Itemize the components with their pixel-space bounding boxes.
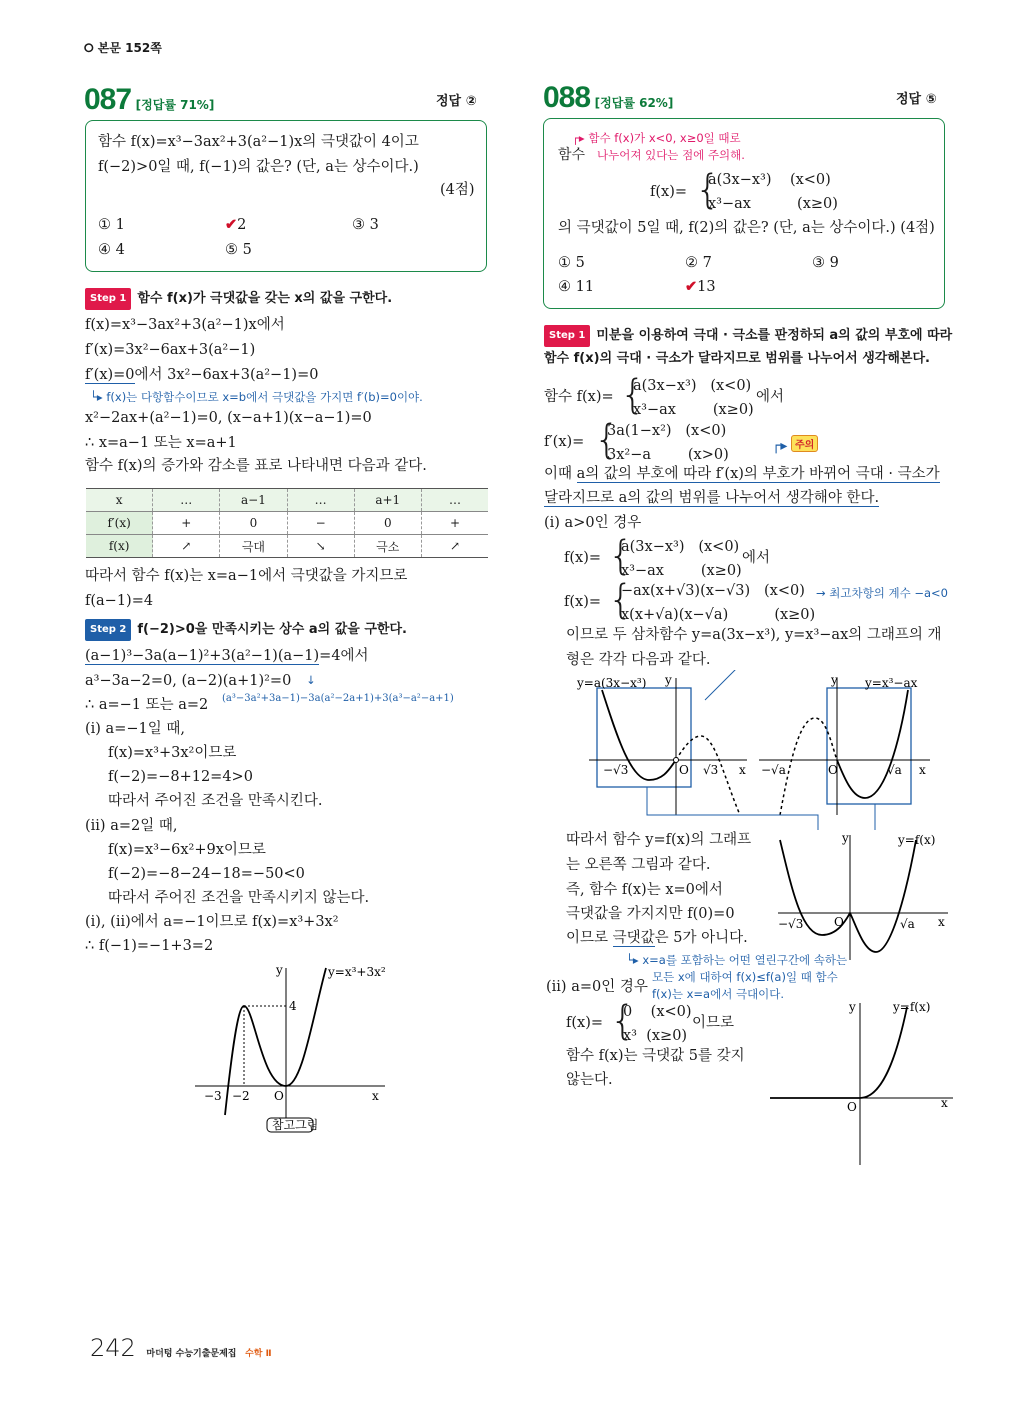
case-heading: (ii) a=0인 경우 xyxy=(546,979,648,995)
table-cell: … xyxy=(421,489,488,512)
note-text: f(x)는 다항함수이므로 x=b에서 극댓값을 가지면 f′(b)=0이야. xyxy=(106,390,423,404)
piecewise-lhs: 함수 f(x)= xyxy=(544,389,614,405)
tick-label: −3 xyxy=(204,1089,222,1103)
choice-text: 2 xyxy=(237,217,247,233)
piecewise-case: a(3x−x³) (x<0) xyxy=(633,378,752,394)
definition-note: 모든 x에 대하여 f(x)≤f(a)일 때 함수 xyxy=(652,970,838,984)
book-title: 마더텅 수능기출문제집 xyxy=(146,1349,237,1359)
question-line: 함수 f(x)=x³−3ax²+3(a²−1)x의 극댓값이 4이고 xyxy=(98,134,419,150)
choice-5-checked[interactable] xyxy=(685,277,716,297)
expansion-note: (a³−3a²+3a−1)−3a(a²−2a+1)+3(a³−a²−a+1) xyxy=(222,693,454,704)
table-row xyxy=(86,512,488,535)
solution-line: 따라서 함수 f(x)는 x=a−1에서 극댓값을 가지므로 xyxy=(85,568,408,584)
brace: { xyxy=(695,167,721,213)
highlight-box xyxy=(827,688,911,804)
origin-label: O xyxy=(828,763,838,777)
piecewise-case: x³−ax (x≥0) xyxy=(708,196,838,212)
solution-line xyxy=(544,488,879,508)
solution-line: x²−2ax+(a²−1)=0, (x−a+1)(x−a−1)=0 xyxy=(85,410,372,426)
x-label: x xyxy=(739,763,746,777)
step1-heading xyxy=(85,288,392,310)
suffix: 에서 xyxy=(742,550,771,566)
annotation-note xyxy=(90,387,423,407)
problem-087-header xyxy=(84,82,214,123)
table-cell: − xyxy=(287,512,354,535)
choice-2[interactable]: ② 7 xyxy=(685,255,712,271)
origin-label: O xyxy=(679,763,689,777)
underlined-term: 극댓값 xyxy=(612,930,655,946)
pointer-line xyxy=(705,670,745,700)
piecewise-lhs: f(x)= xyxy=(564,594,602,610)
piecewise-lhs: f′(x)= xyxy=(544,434,585,450)
table-cell: f(x) xyxy=(86,535,153,558)
question-line: 함수 xyxy=(558,147,586,163)
solution-line: 이므로 두 삼차함수 y=a(3x−x³), y=x³−ax의 그래프의 개 xyxy=(566,627,942,643)
origin-label: O xyxy=(834,915,844,929)
solution-line: f(x)=x³−3ax²+3(a²−1)x에서 xyxy=(85,317,285,333)
brace: { xyxy=(610,998,636,1044)
solution-line: 즉, 함수 f(x)는 x=0에서 xyxy=(566,882,723,898)
table-cell: + xyxy=(153,512,220,535)
solution-line: ∴ f(−1)=−1+3=2 xyxy=(85,938,214,954)
arrow-icon: └▸ xyxy=(90,390,107,404)
footer xyxy=(90,1334,272,1368)
curve-label: y=f(x) xyxy=(898,833,936,847)
solution-line xyxy=(85,646,369,666)
x-label: x xyxy=(941,1096,948,1110)
origin-label: O xyxy=(274,1089,284,1103)
table-cell: ↗ xyxy=(421,535,488,558)
choice-3[interactable]: ③ 9 xyxy=(812,255,839,271)
accuracy-rate: [정답률 62%] xyxy=(594,96,674,110)
choice-1[interactable]: ① 5 xyxy=(558,255,585,271)
curve-solid xyxy=(837,690,908,798)
note-text: 함수 f(x)가 x<0, x≥0일 때로 xyxy=(588,131,741,145)
piecewise-case: −ax(x+√3)(x−√3) (x<0) xyxy=(621,583,805,599)
solution-line: (i) a=−1일 때, xyxy=(85,721,185,737)
solution-line: 극댓값을 가지지만 f(0)=0 xyxy=(566,906,735,922)
tick-label: −√a xyxy=(761,763,786,777)
page-reference xyxy=(84,38,162,58)
y-label: y xyxy=(665,673,672,687)
piecewise-case: x(x+√a)(x−√a) (x≥0) xyxy=(621,607,816,623)
underlined-term: 달라지므로 a의 값의 범위를 나누어서 생각해야 한다. xyxy=(544,490,880,506)
case-heading: (i) a>0인 경우 xyxy=(544,515,642,531)
origin-label: O xyxy=(847,1100,857,1114)
curve xyxy=(780,840,916,952)
solution-line: f(x)=x³−6x²+9x이므로 xyxy=(108,842,266,858)
piecewise-case: 0 (x<0) xyxy=(623,1004,692,1020)
curve-label: y=x³+3x² xyxy=(328,965,386,979)
choice-2-checked[interactable] xyxy=(225,215,246,235)
piecewise-case: x³−ax (x≥0) xyxy=(621,563,742,579)
curve xyxy=(770,1007,907,1098)
checkmark-icon: ✔ xyxy=(225,216,238,233)
table-cell: 극대 xyxy=(220,535,287,558)
piecewise-case: a(3x−x³) (x<0) xyxy=(621,539,740,555)
solution-line: (ii) a=2일 때, xyxy=(85,818,178,834)
solution-line: (i), (ii)에서 a=−1이므로 f(x)=x³+3x² xyxy=(85,914,339,930)
question-line: 의 극댓값이 5일 때, f(2)의 값은? (단, a는 상수이다.) (4점) xyxy=(558,220,935,236)
solution-line xyxy=(566,928,748,948)
curve-label: y=f(x) xyxy=(893,1000,931,1014)
piecewise-case: x³−ax (x≥0) xyxy=(633,402,754,418)
table-row xyxy=(86,489,488,512)
arrow-icon: ┌▸ xyxy=(572,131,589,145)
table-cell: 0 xyxy=(220,512,287,535)
piecewise-lhs: f(x)= xyxy=(564,550,602,566)
solution-line: ∴ a=−1 또는 a=2 xyxy=(85,697,209,713)
answer-label: 정답 ② xyxy=(436,94,477,109)
answer-label: 정답 ⑤ xyxy=(896,92,937,107)
solution-text: 이때 xyxy=(544,466,577,482)
choice-5[interactable]: ⑤ 5 xyxy=(225,242,252,258)
underlined-term: a의 값의 부호에 따라 f′(x)의 부호가 바뀌어 극대 · 극소가 xyxy=(576,466,940,482)
table-cell: ↗ xyxy=(153,535,220,558)
page-number: 242 xyxy=(90,1334,136,1362)
piecewise-case: a(3x−x³) (x<0) xyxy=(708,172,831,188)
step-title: 함수 f(x)가 극댓값을 갖는 x의 값을 구한다. xyxy=(137,291,393,306)
choice-text: 13 xyxy=(697,279,716,295)
tick-label: −√3 xyxy=(603,763,629,777)
increase-decrease-table xyxy=(86,488,488,558)
solution-line xyxy=(544,464,940,484)
circle-bullet-icon: ⭘ xyxy=(84,41,98,55)
suffix: 에서 xyxy=(756,389,785,405)
problem-number: 088 xyxy=(543,81,591,114)
caption: 참고그림 xyxy=(272,1118,319,1132)
brace: { xyxy=(594,417,620,463)
tick-label: √3 xyxy=(703,763,719,777)
cubic-sketches xyxy=(575,670,955,830)
subject: 수학 Ⅱ xyxy=(245,1349,272,1359)
caution-badge: 주의 xyxy=(791,435,818,452)
step1-heading-cont: 함수 f(x)의 극대 · 극소가 달라지므로 범위를 나누어서 생각해본다. xyxy=(544,351,930,366)
solution-line: 함수 f(x)는 극댓값 5를 갖지 xyxy=(566,1048,745,1064)
table-cell: f′(x) xyxy=(86,512,153,535)
question-line: f(−2)>0일 때, f(−1)의 값은? (단, a는 상수이다.) xyxy=(98,159,419,175)
step-title: f(−2)>0을 만족시키는 상수 a의 값을 구한다. xyxy=(137,622,407,637)
tick-label: −2 xyxy=(232,1089,250,1103)
y-label: y xyxy=(849,1000,856,1014)
piecewise-case: 3a(1−x²) (x<0) xyxy=(607,423,727,439)
y-label: y xyxy=(842,831,849,845)
solution-line: a³−3a−2=0, (a−2)(a+1)²=0 xyxy=(85,673,292,689)
reference-graph xyxy=(190,960,400,1140)
brace: { xyxy=(608,577,634,623)
page-reference-text: 본문 152쪽 xyxy=(97,41,162,55)
graph-case2 xyxy=(765,995,965,1170)
open-point xyxy=(674,758,679,763)
arrow-icon: └▸ xyxy=(626,953,643,967)
brace: { xyxy=(608,533,634,579)
table-row xyxy=(86,535,488,558)
solution-text: =4에서 xyxy=(319,648,369,664)
solution-line: 는 오른쪽 그림과 같다. xyxy=(566,857,711,873)
step-title: 미분을 이용하여 극대 · 극소를 판정하되 a의 값의 부호에 따라 xyxy=(596,328,953,343)
step1-heading xyxy=(544,325,952,347)
solution-line: 따라서 주어진 조건을 만족시키지 않는다. xyxy=(108,890,370,906)
solution-line: f(x)=x³+3x²이므로 xyxy=(108,745,237,761)
choice-3[interactable]: ③ 3 xyxy=(352,217,379,233)
connector-line xyxy=(647,787,818,830)
table-cell: x xyxy=(86,489,153,512)
tick-label: √a xyxy=(887,763,902,777)
suffix: 이므로 xyxy=(692,1015,735,1031)
curve-label: y=a(3x−x³) xyxy=(577,676,647,690)
note-text: x=a를 포함하는 어떤 열린구간에 속하는 xyxy=(642,953,848,967)
solution-line xyxy=(85,365,318,385)
table-cell: ↘ xyxy=(287,535,354,558)
caution-note: 나누어져 있다는 점에 주의해. xyxy=(597,148,745,162)
solution-line: ∴ x=a−1 또는 x=a+1 xyxy=(85,435,237,451)
x-label: x xyxy=(372,1089,379,1103)
tick-label: −√3 xyxy=(778,917,804,931)
problem-088-header xyxy=(543,80,673,121)
graph-case1 xyxy=(770,830,960,960)
down-arrow-icon: ↓ xyxy=(306,673,316,687)
arrow-icon: ┌▸ xyxy=(772,438,788,454)
table-cell: a+1 xyxy=(354,489,421,512)
solution-line: 않는다. xyxy=(566,1072,613,1088)
table-cell: … xyxy=(153,489,220,512)
piecewise-lhs: f(x)= xyxy=(650,184,688,200)
solution-line: f(a−1)=4 xyxy=(85,593,154,609)
y-label: y xyxy=(276,963,283,977)
table-cell: 극소 xyxy=(354,535,421,558)
piecewise-case: 3x²−a (x>0) xyxy=(607,447,729,463)
choice-4[interactable]: ④ 4 xyxy=(98,242,125,258)
step-badge: Step 1 xyxy=(544,325,590,347)
solution-line: f′(x)=3x²−6ax+3(a²−1) xyxy=(85,342,256,358)
brace: { xyxy=(620,372,646,418)
step-badge: Step 1 xyxy=(85,288,131,310)
choice-1[interactable]: ① 1 xyxy=(98,217,125,233)
y-label: y xyxy=(831,673,838,687)
definition-note: f(x)는 x=a에서 극대이다. xyxy=(652,987,785,1001)
solution-line: f(−2)=−8+12=4>0 xyxy=(108,769,253,785)
solution-line: 함수 f(x)의 증가와 감소를 표로 나타내면 다음과 같다. xyxy=(85,458,427,474)
solution-text: 은 5가 아니다. xyxy=(654,930,748,946)
curve-label: y=x³−ax xyxy=(865,676,918,690)
step-badge: Step 2 xyxy=(85,619,131,641)
choice-4[interactable]: ④ 11 xyxy=(558,279,595,295)
problem-number: 087 xyxy=(84,83,132,116)
solution-line: 따라서 함수 y=f(x)의 그래프 xyxy=(566,832,752,848)
table-cell: a−1 xyxy=(220,489,287,512)
solution-text: 에서 3x²−6ax+3(a²−1)=0 xyxy=(134,367,319,383)
solution-text: 이므로 xyxy=(566,930,613,946)
solution-line: 따라서 주어진 조건을 만족시킨다. xyxy=(108,793,323,809)
leading-coefficient-note: → 최고차항의 계수 −a<0 xyxy=(816,586,948,600)
piecewise-lhs: f(x)= xyxy=(566,1015,604,1031)
solution-line: f(−2)=−8−24−18=−50<0 xyxy=(108,866,305,882)
solution-line: 형은 각각 다음과 같다. xyxy=(566,652,711,668)
points: (4점) xyxy=(440,182,475,198)
underlined-term: f′(x)=0 xyxy=(85,367,135,383)
x-label: x xyxy=(938,915,945,929)
table-cell: … xyxy=(287,489,354,512)
table-cell: + xyxy=(421,512,488,535)
x-label: x xyxy=(919,763,926,777)
piecewise-case: x³ (x≥0) xyxy=(623,1028,688,1044)
table-cell: 0 xyxy=(354,512,421,535)
tick-label: 4 xyxy=(289,999,297,1013)
underlined-term: (a−1)³−3a(a−1)²+3(a²−1)(a−1) xyxy=(85,648,320,664)
accuracy-rate: [정답률 71%] xyxy=(135,98,215,112)
checkmark-icon: ✔ xyxy=(685,278,698,295)
tick-label: √a xyxy=(900,917,915,931)
step2-heading xyxy=(85,619,407,641)
